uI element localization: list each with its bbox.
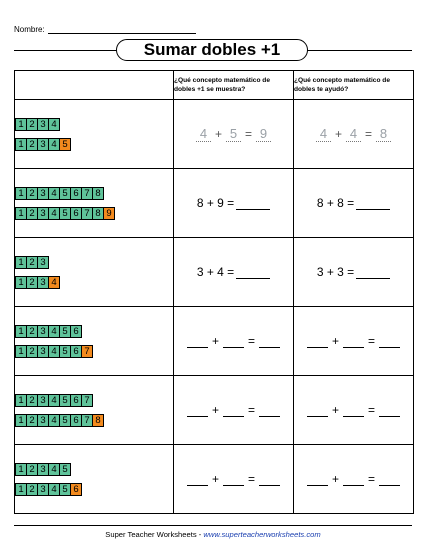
number-block: 3 <box>37 256 49 269</box>
number-block: 5 <box>59 207 71 220</box>
equals-sign: = <box>368 334 376 348</box>
plus-sign: + <box>211 334 219 348</box>
name-input-line[interactable] <box>48 25 196 34</box>
helped-concept-answer[interactable] <box>294 100 414 169</box>
answer-blank[interactable] <box>223 404 244 417</box>
doubles-plus-one-bar <box>15 345 173 358</box>
number-block: 7 <box>81 394 93 407</box>
number-block: 4 <box>48 483 60 496</box>
title-banner <box>14 38 412 63</box>
doubles-plus-one-bar <box>15 138 173 151</box>
equation-text: 8 + 9 = <box>196 196 235 210</box>
answer-blank[interactable] <box>307 473 328 486</box>
number-block: 1 <box>15 118 27 131</box>
helped-concept-answer[interactable] <box>294 169 414 238</box>
number-block: 3 <box>37 345 49 358</box>
answer-blank[interactable] <box>223 335 244 348</box>
answer-blank[interactable] <box>259 473 280 486</box>
number-block: 8 <box>92 207 104 220</box>
plus-sign: + <box>334 127 342 141</box>
number-block: 2 <box>26 394 38 407</box>
equation-text: 3 + 3 = <box>316 265 355 279</box>
shown-concept-answer[interactable] <box>174 169 294 238</box>
doubles-bar <box>15 187 173 200</box>
helped-concept-answer[interactable] <box>294 376 414 445</box>
number-block: 4 <box>48 118 60 131</box>
traced-number: 4 <box>316 126 331 142</box>
number-block: 2 <box>26 187 38 200</box>
number-block: 5 <box>59 394 71 407</box>
traced-equation <box>196 126 271 142</box>
block-model <box>15 238 174 307</box>
doubles-plus-one-bar <box>15 276 173 289</box>
name-label: Nombre: <box>14 25 45 34</box>
number-block: 2 <box>26 276 38 289</box>
number-block: 7 <box>81 207 93 220</box>
number-block: 1 <box>15 414 27 427</box>
extra-block: 9 <box>103 207 115 220</box>
shown-concept-answer[interactable] <box>174 100 294 169</box>
number-block: 3 <box>37 394 49 407</box>
number-block: 8 <box>92 187 104 200</box>
plus-sign: + <box>331 403 339 417</box>
number-block: 3 <box>37 483 49 496</box>
equals-sign: = <box>365 127 373 141</box>
number-block: 6 <box>70 207 82 220</box>
equals-sign: = <box>368 403 376 417</box>
problem-row <box>15 100 414 169</box>
doubles-plus-one-bar <box>15 207 173 220</box>
number-block: 3 <box>37 118 49 131</box>
number-block: 6 <box>70 325 82 338</box>
answer-blank[interactable] <box>343 335 364 348</box>
doubles-plus-one-bar <box>15 483 173 496</box>
number-block: 3 <box>37 207 49 220</box>
number-block: 4 <box>48 325 60 338</box>
plus-sign: + <box>214 127 222 141</box>
number-block: 4 <box>48 414 60 427</box>
number-block: 2 <box>26 414 38 427</box>
number-block: 2 <box>26 207 38 220</box>
plus-sign: + <box>211 403 219 417</box>
problem-row <box>15 445 414 514</box>
helped-concept-answer[interactable] <box>294 238 414 307</box>
plus-sign: + <box>211 472 219 486</box>
number-block: 1 <box>15 463 27 476</box>
shown-concept-answer[interactable] <box>174 376 294 445</box>
doubles-bar <box>15 463 173 476</box>
footer-brand: Super Teacher Worksheets - <box>105 530 204 539</box>
number-block: 6 <box>70 394 82 407</box>
number-block: 5 <box>59 483 71 496</box>
number-block: 6 <box>70 345 82 358</box>
plus-sign: + <box>331 472 339 486</box>
number-block: 5 <box>59 345 71 358</box>
number-block: 1 <box>15 276 27 289</box>
number-block: 7 <box>81 187 93 200</box>
traced-number: 8 <box>376 126 391 142</box>
traced-number: 5 <box>226 126 241 142</box>
answer-blank[interactable] <box>236 266 270 279</box>
block-model <box>15 100 174 169</box>
answer-blank[interactable] <box>356 266 390 279</box>
number-block: 3 <box>37 187 49 200</box>
equals-sign: = <box>248 472 256 486</box>
number-block: 1 <box>15 325 27 338</box>
answer-blank[interactable] <box>223 473 244 486</box>
traced-equation <box>316 126 391 142</box>
block-model <box>15 376 174 445</box>
number-block: 4 <box>48 138 60 151</box>
number-block: 5 <box>59 187 71 200</box>
answer-blank[interactable] <box>236 197 270 210</box>
header-helped-concept: ¿Qué concepto matemático de dobles te ayudó? <box>294 71 414 100</box>
extra-block: 7 <box>81 345 93 358</box>
number-block: 3 <box>37 325 49 338</box>
answer-blank[interactable] <box>307 335 328 348</box>
answer-blank[interactable] <box>259 335 280 348</box>
traced-number: 9 <box>256 126 271 142</box>
header-blank <box>15 71 174 100</box>
plus-sign: + <box>331 334 339 348</box>
extra-block: 8 <box>92 414 104 427</box>
number-block: 1 <box>15 256 27 269</box>
number-block: 2 <box>26 345 38 358</box>
equation-text: 3 + 4 = <box>196 265 235 279</box>
number-block: 3 <box>37 414 49 427</box>
footer-url[interactable]: www.superteacherworksheets.com <box>203 530 321 539</box>
shown-concept-answer[interactable] <box>174 307 294 376</box>
block-model <box>15 307 174 376</box>
equals-sign: = <box>368 472 376 486</box>
answer-blank[interactable] <box>187 404 208 417</box>
answer-blank[interactable] <box>187 335 208 348</box>
worksheet-table <box>14 70 414 514</box>
doubles-bar <box>15 118 173 131</box>
number-block: 2 <box>26 118 38 131</box>
number-block: 4 <box>48 394 60 407</box>
traced-number: 4 <box>196 126 211 142</box>
answer-blank[interactable] <box>187 473 208 486</box>
answer-blank[interactable] <box>343 404 364 417</box>
problem-row <box>15 376 414 445</box>
helped-concept-answer[interactable] <box>294 445 414 514</box>
name-field-row <box>14 22 196 34</box>
number-block: 2 <box>26 483 38 496</box>
number-block: 1 <box>15 207 27 220</box>
footer <box>14 525 412 539</box>
equals-sign: = <box>248 334 256 348</box>
problem-row <box>15 169 414 238</box>
shown-concept-answer[interactable] <box>174 238 294 307</box>
number-block: 6 <box>70 187 82 200</box>
extra-block: 4 <box>48 276 60 289</box>
doubles-plus-one-bar <box>15 414 173 427</box>
block-model <box>15 445 174 514</box>
answer-blank[interactable] <box>379 335 400 348</box>
number-block: 1 <box>15 345 27 358</box>
traced-number: 4 <box>346 126 361 142</box>
number-block: 2 <box>26 256 38 269</box>
number-block: 2 <box>26 325 38 338</box>
number-block: 3 <box>37 463 49 476</box>
answer-blank[interactable] <box>379 473 400 486</box>
number-block: 4 <box>48 187 60 200</box>
number-block: 5 <box>59 325 71 338</box>
number-block: 1 <box>15 394 27 407</box>
doubles-bar <box>15 394 173 407</box>
number-block: 5 <box>59 463 71 476</box>
number-block: 4 <box>48 463 60 476</box>
answer-blank[interactable] <box>379 404 400 417</box>
number-block: 7 <box>81 414 93 427</box>
equals-sign: = <box>248 403 256 417</box>
extra-block: 5 <box>59 138 71 151</box>
problem-row <box>15 307 414 376</box>
number-block: 1 <box>15 138 27 151</box>
problem-row <box>15 238 414 307</box>
number-block: 1 <box>15 187 27 200</box>
doubles-bar <box>15 256 173 269</box>
equation-text: 8 + 8 = <box>316 196 355 210</box>
block-model <box>15 169 174 238</box>
answer-blank[interactable] <box>259 404 280 417</box>
equals-sign: = <box>245 127 253 141</box>
shown-concept-answer[interactable] <box>174 445 294 514</box>
number-block: 5 <box>59 414 71 427</box>
number-block: 3 <box>37 276 49 289</box>
header-shown-concept: ¿Qué concepto matemático de dobles +1 se muestra? <box>174 71 294 100</box>
doubles-bar <box>15 325 173 338</box>
page-title: Sumar dobles +1 <box>116 39 308 61</box>
number-block: 2 <box>26 138 38 151</box>
number-block: 4 <box>48 345 60 358</box>
number-block: 4 <box>48 207 60 220</box>
answer-blank[interactable] <box>356 197 390 210</box>
number-block: 1 <box>15 483 27 496</box>
number-block: 6 <box>70 414 82 427</box>
answer-blank[interactable] <box>307 404 328 417</box>
helped-concept-answer[interactable] <box>294 307 414 376</box>
number-block: 3 <box>37 138 49 151</box>
answer-blank[interactable] <box>343 473 364 486</box>
extra-block: 6 <box>70 483 82 496</box>
number-block: 2 <box>26 463 38 476</box>
